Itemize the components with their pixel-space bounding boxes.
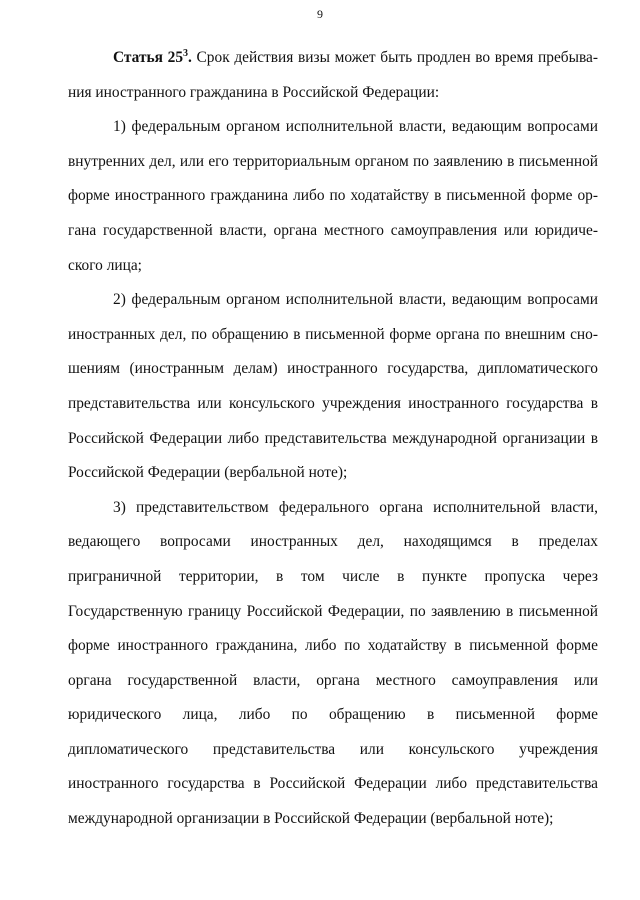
article-heading [113, 49, 192, 66]
article-paragraph [68, 41, 598, 110]
article-superscript: 3 [183, 47, 189, 59]
document-body [68, 41, 598, 837]
article-intro-text: Срок действия визы может быть продлен во время пребывания иностранного гражданина в Российской Федерации: [68, 49, 598, 101]
list-item-2: 2) федеральным органом исполнительной власти, ведающим вопросами иностранных дел, по обращению в письменной форме органа по внешним сношениям (иностранным делам) иностранного государства, дипломатического представительства или консульского учреждения иностранного государства в Российской Федерации либо представительства международной организации в Российской Федерации (вербальной ноте); [68, 291, 598, 482]
list-item-3: 3) представительством федерального органа исполнительной власти, ведающего вопросами иностранных дел, находящимся в пределах приграничной территории, в том числе в пункте пропуска через Государственную границу Российской Федерации, по заявлению в письменной форме иностранного гражданина, либо по ходатайству в письменной форме органа государственной власти, органа местного самоуправления или юридического лица, либо по обращению в письменной форме дипломатического представительства или консульского учреждения иностранного государства в Российской Федерации либо представительства международной организации в Российской Федерации (вербальной ноте); [68, 498, 598, 828]
list-item-1: 1) федеральным органом исполнительной власти, ведающим вопросами внутренних дел, или его территориальным органом по заявлению в письменной форме иностранного гражданина либо по ходатайству в письменной форме органа государственной власти, органа местного самоуправления или юридического лица; [68, 118, 598, 274]
page-number: 9 [317, 7, 323, 21]
article-label: Статья 25 [113, 49, 184, 66]
article-dot: . [188, 49, 192, 66]
